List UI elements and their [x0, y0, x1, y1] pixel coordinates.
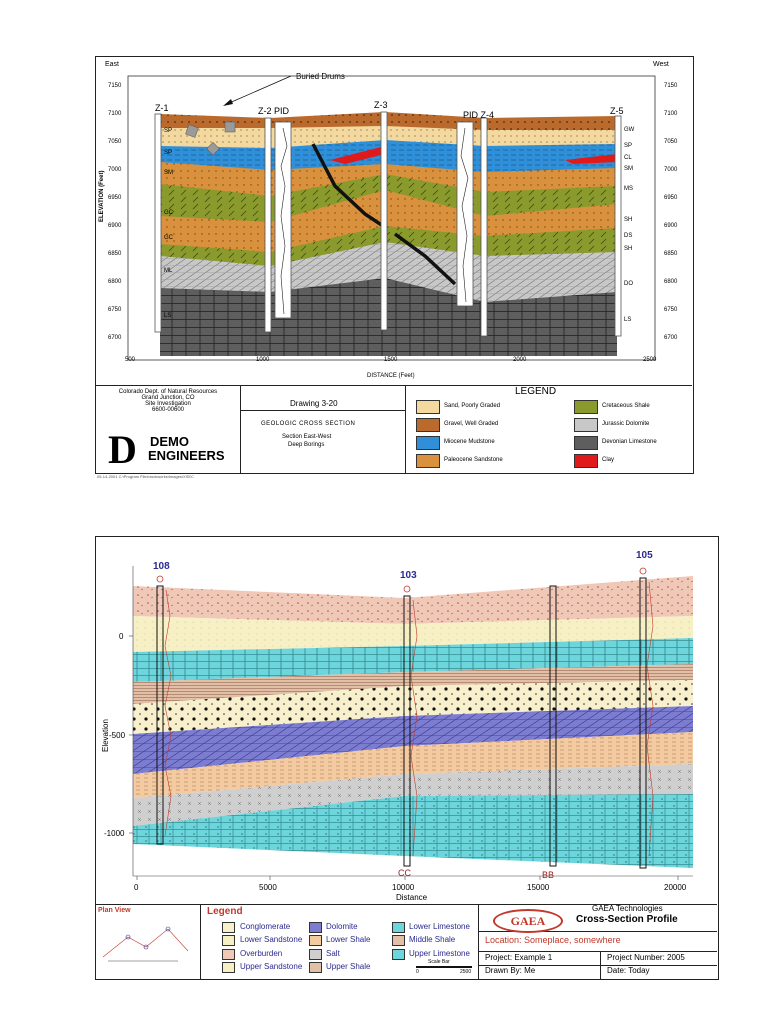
x-tick: 10000 [392, 883, 415, 892]
legend-swatch-upper-shale [309, 962, 322, 973]
scale-bar-label: Scale Bar [428, 959, 450, 965]
well-label-z4: PID Z-4 [463, 110, 495, 120]
plan-view-title: Plan View [98, 907, 131, 914]
drawing-subtitle: Section East-West [282, 434, 332, 440]
unit-code: CL [624, 155, 632, 161]
top-section-svg [95, 56, 692, 386]
unit-code: DS [624, 233, 633, 239]
y-tick: 6700 [664, 335, 678, 341]
project-text: Project: Example 1 [485, 953, 553, 962]
client-line: Colorado Dept. of Natural Resources [118, 389, 218, 395]
legend-label: Devonian Limestone [602, 439, 657, 445]
y-tick: 6750 [664, 307, 678, 313]
legend-swatch-upper-sandstone [222, 962, 235, 973]
well-label-z5: Z-5 [610, 106, 624, 116]
unit-code: SH [624, 246, 633, 252]
y-tick: 6850 [108, 251, 122, 257]
company-name: GAEA Technologies [592, 904, 663, 913]
legend-label: Miocene Mudstone [444, 439, 495, 445]
drawn-by-text: Drawn By: Me [485, 966, 536, 975]
y-tick: 6700 [108, 335, 122, 341]
logo-letter: D [108, 427, 137, 472]
well-label-108: 108 [153, 561, 170, 572]
unit-code: GC [164, 235, 173, 241]
y-tick: 7100 [664, 111, 678, 117]
y-tick: 7000 [664, 167, 678, 173]
top-x-axis-title: DISTANCE (Feet) [367, 373, 415, 379]
client-info [98, 389, 238, 413]
legend-label: Upper Sandstone [240, 962, 303, 971]
strata-panel-4 [485, 116, 617, 356]
legend-swatch-gravel [416, 418, 440, 432]
well-label-103: 103 [400, 570, 417, 581]
unit-code: SP [164, 128, 173, 134]
unit-code: SP [624, 143, 633, 149]
unit-code: SM [164, 170, 173, 176]
y-tick: 7000 [108, 167, 122, 173]
y-tick: 6800 [664, 279, 678, 285]
y-tick: -500 [109, 731, 126, 740]
y-tick: 0 [119, 632, 124, 641]
legend-swatch-sandstone [416, 454, 440, 468]
legend-swatch-mudstone [416, 436, 440, 450]
project-number-text: Project Number: 2005 [607, 953, 685, 962]
y-tick: 6850 [664, 251, 678, 257]
client-line: Grand Junction, CO [141, 395, 195, 401]
legend-label: Dolomite [326, 922, 358, 931]
y-tick: -1000 [104, 829, 125, 838]
legend-label: Sand, Poorly Graded [444, 403, 501, 409]
legend-label: Salt [326, 949, 340, 958]
legend-label: Clay [602, 457, 615, 463]
unit-code: GW [624, 127, 635, 133]
well-label-105: 105 [636, 550, 653, 561]
legend-label: Gravel, Well Graded [444, 421, 499, 427]
y-tick: 7150 [108, 83, 122, 89]
section-mark-bb: BB [542, 870, 555, 880]
y-tick: 6900 [108, 223, 122, 229]
east-label: East [105, 61, 120, 68]
plan-view-map [98, 917, 196, 973]
legend-swatch-shale [574, 400, 598, 414]
section-mark-cc: CC [398, 868, 411, 878]
legend-swatch-limestone [574, 436, 598, 450]
legend-swatch-lower-limestone [392, 922, 405, 933]
legend-swatch-sand [416, 400, 440, 414]
buried-drums-label: Buried Drums [296, 72, 345, 81]
bottom-y-axis-title: Elevation [101, 719, 110, 752]
unit-code: MS [624, 186, 633, 192]
bottom-section-svg [95, 536, 717, 900]
y-tick: 6750 [108, 307, 122, 313]
top-legend-title: LEGEND [515, 386, 557, 397]
y-tick: 6900 [664, 223, 678, 229]
scale-tick: 0 [416, 969, 419, 975]
drawing-title: GEOLOGIC CROSS SECTION [261, 421, 356, 427]
x-tick: 2000 [513, 357, 527, 363]
y-tick: 6950 [664, 195, 678, 201]
x-tick: 20000 [664, 883, 687, 892]
unit-code: LS [624, 317, 632, 323]
logo-word: DEMO [150, 434, 189, 449]
legend-swatch-middle-shale [392, 935, 405, 946]
legend-label: Conglomerate [240, 922, 291, 931]
legend-swatch-dolomite [309, 922, 322, 933]
legend-label: Overburden [240, 949, 283, 958]
bottom-x-axis-title: Distance [396, 893, 428, 902]
unit-code: SH [624, 217, 633, 223]
legend-label: Upper Limestone [409, 949, 470, 958]
legend-label: Lower Shale [326, 935, 371, 944]
x-tick: 1000 [256, 357, 270, 363]
west-label: West [653, 61, 669, 68]
client-line: Site Investigation [145, 401, 191, 407]
unit-code: ML [164, 268, 173, 274]
legend-label: Middle Shale [409, 935, 456, 944]
strata-panel-1 [160, 114, 270, 356]
y-tick: 7100 [108, 111, 122, 117]
location-text: Location: Someplace, somewhere [485, 935, 621, 945]
unit-code: GC [164, 210, 173, 216]
legend-label: Upper Shale [326, 962, 371, 971]
x-tick: 1500 [384, 357, 398, 363]
x-tick: 5000 [259, 883, 277, 892]
y-tick: 7150 [664, 83, 678, 89]
drawing-subtitle: Deep Borings [288, 442, 325, 448]
legend-label: Lower Limestone [409, 922, 470, 931]
gaea-logo-text: GAEA [510, 914, 546, 928]
legend-swatch-upper-limestone [392, 949, 405, 960]
legend-swatch-lower-shale [309, 935, 322, 946]
legend-swatch-salt [309, 949, 322, 960]
y-tick: 6950 [108, 195, 122, 201]
x-tick: 0 [134, 883, 139, 892]
legend-swatch-clay [574, 454, 598, 468]
scale-tick: 2500 [460, 969, 472, 975]
legend-label: Lower Sandstone [240, 935, 303, 944]
legend-label: Jurassic Dolomite [602, 421, 650, 427]
x-tick: 2500 [643, 357, 657, 363]
scale-bar [416, 961, 472, 975]
legend-title: Legend [207, 906, 243, 917]
top-y-axis-title: ELEVATION (Feet) [99, 170, 105, 222]
legend-swatch-overburden [222, 949, 235, 960]
legend-label: Cretaceous Shale [602, 403, 650, 409]
legend-swatch-lower-sandstone [222, 935, 235, 946]
client-line: 6600-00600 [151, 407, 185, 413]
file-footer: 05-14-2001 C:\Program Files\rockworks\Images\XSEC [97, 474, 194, 479]
gaea-logo [493, 909, 563, 933]
legend-swatch-dolomite [574, 418, 598, 432]
well-label-z3: Z-3 [374, 100, 388, 110]
unit-code: LS [164, 313, 172, 319]
cross-section-title: Cross-Section Profile [576, 914, 678, 925]
demo-engineers-logo [108, 427, 243, 472]
x-tick: 15000 [527, 883, 550, 892]
unit-code: DO [624, 281, 633, 287]
unit-code: SM [624, 166, 633, 172]
well-label-z2: Z-2 PID [258, 106, 290, 116]
x-tick: 500 [125, 357, 136, 363]
legend-label: Paleocene Sandstone [444, 457, 503, 463]
logo-word: ENGINEERS [148, 448, 225, 463]
y-tick: 7050 [664, 139, 678, 145]
drawing-number: Drawing 3-20 [290, 399, 338, 408]
y-tick: 6800 [108, 279, 122, 285]
well-label-z1: Z-1 [155, 103, 169, 113]
unit-code: SP [164, 150, 173, 156]
y-tick: 7050 [108, 139, 122, 145]
legend-swatch-conglomerate [222, 922, 235, 933]
date-text: Date: Today [607, 966, 650, 975]
